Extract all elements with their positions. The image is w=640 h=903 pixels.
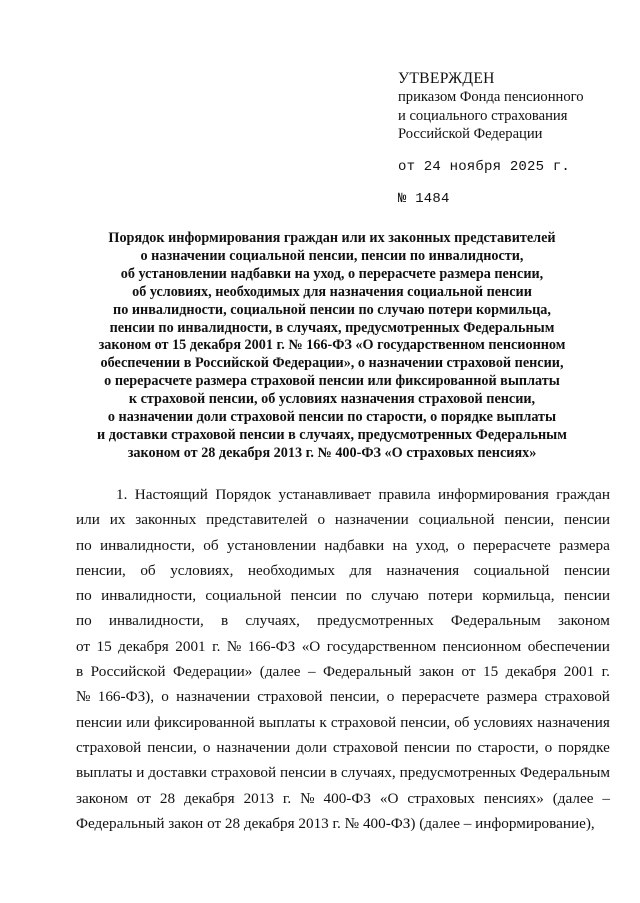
body-word: Федеральный bbox=[323, 663, 412, 681]
body-word: пенсии, bbox=[147, 738, 197, 756]
body-word: страховой bbox=[332, 738, 399, 756]
body-word: случаях, bbox=[341, 764, 396, 782]
title-line: к страховой пенсии, об условиях назначения страховой пенсии, bbox=[128, 391, 536, 408]
title-line: о перерасчете размера страховой пенсии или фиксированной выплаты bbox=[104, 373, 560, 390]
body-word: г. bbox=[601, 663, 610, 681]
body-word: условиях bbox=[473, 713, 534, 731]
body-line bbox=[76, 684, 610, 709]
body-word: социальной bbox=[473, 561, 550, 579]
body-word: размера bbox=[559, 536, 610, 554]
body-line bbox=[76, 583, 610, 608]
body-paragraph bbox=[76, 482, 610, 836]
body-word: назначении bbox=[216, 738, 291, 756]
title-line: и доставки страховой пенсии в случаях, предусмотренных Федеральным bbox=[97, 426, 567, 443]
body-word: перерасчете bbox=[401, 688, 480, 706]
approval-stamp-block bbox=[398, 70, 628, 208]
body-word: страховых bbox=[407, 789, 475, 807]
body-word: необходимых bbox=[247, 561, 335, 579]
body-word: кормильца, bbox=[482, 587, 555, 605]
body-word: Порядок bbox=[215, 486, 272, 503]
body-word: пенсии bbox=[563, 561, 610, 579]
body-word: об bbox=[454, 713, 470, 731]
body-word: 2013 bbox=[243, 789, 274, 807]
body-word: в bbox=[76, 663, 84, 681]
body-word: перерасчете bbox=[473, 536, 551, 554]
body-line bbox=[76, 786, 610, 811]
body-word: назначении bbox=[334, 511, 409, 529]
body-word: и bbox=[136, 764, 145, 782]
body-word: 15 bbox=[483, 663, 499, 681]
body-word: «О bbox=[301, 637, 321, 655]
body-word: пенсии bbox=[280, 764, 327, 782]
body-word: законных bbox=[135, 511, 197, 529]
body-word: 15 bbox=[96, 637, 112, 655]
body-word: для bbox=[349, 561, 372, 579]
body-word: Российской bbox=[90, 663, 166, 681]
body-line: Федеральный закон от 28 декабря 2013 г. № 400-ФЗ) (далее – информирование), bbox=[76, 814, 595, 832]
body-word: № bbox=[300, 789, 315, 807]
body-word: пенсии bbox=[563, 511, 610, 529]
title-line: законом от 28 декабря 2013 г. № 400-ФЗ «О страховых пенсиях» bbox=[127, 444, 537, 461]
body-word: размера bbox=[486, 688, 538, 706]
body-word: законом bbox=[76, 789, 128, 807]
body-word: инвалидности, bbox=[108, 612, 204, 630]
body-word: о bbox=[386, 688, 395, 706]
document-title bbox=[72, 230, 592, 463]
body-word: пенсии, bbox=[329, 688, 380, 706]
body-line bbox=[76, 507, 610, 532]
approval-line: приказом Фонда пенсионного bbox=[398, 89, 584, 106]
body-word: фиксированной bbox=[154, 713, 255, 731]
body-line bbox=[76, 533, 610, 558]
body-word: уход, bbox=[415, 536, 449, 554]
body-word: назначении bbox=[176, 688, 250, 706]
body-word: об bbox=[140, 561, 156, 579]
order-number: № 1484 bbox=[398, 190, 450, 207]
body-line bbox=[76, 558, 610, 583]
body-word: назначения bbox=[386, 561, 460, 579]
body-word: (далее bbox=[552, 789, 594, 807]
title-line: законом от 15 декабря 2001 г. № 166-ФЗ «О государственном пенсионном bbox=[98, 337, 566, 354]
body-word: выплаты bbox=[76, 764, 133, 782]
body-word: доставки bbox=[148, 764, 207, 782]
body-word: о bbox=[161, 688, 169, 706]
body-word: выплаты bbox=[258, 713, 316, 731]
body-word: 166-ФЗ), bbox=[97, 688, 155, 706]
body-word: о bbox=[202, 738, 211, 756]
body-word: случаях, bbox=[245, 612, 300, 630]
body-word: пенсии, bbox=[76, 561, 126, 579]
body-word: пенсии bbox=[404, 738, 451, 756]
body-word: по bbox=[455, 738, 472, 756]
body-word: законом bbox=[557, 612, 610, 630]
body-word: обеспечении bbox=[527, 637, 610, 655]
body-word: Федеральным bbox=[520, 764, 610, 782]
body-line bbox=[76, 608, 610, 633]
title-line: о назначении доли страховой пенсии по старости, о порядке выплаты bbox=[107, 409, 557, 426]
body-word: о bbox=[317, 511, 326, 529]
title-line: по инвалидности, социальной пенсии по случаю потери кормильца, bbox=[113, 301, 551, 318]
body-word: инвалидности, bbox=[100, 536, 195, 554]
body-word: № bbox=[76, 688, 91, 706]
body-word: 2001 bbox=[563, 663, 595, 681]
body-word: устанавливает bbox=[278, 486, 372, 503]
body-word: закон bbox=[418, 663, 455, 681]
body-word: по bbox=[346, 587, 362, 605]
body-word: по bbox=[76, 536, 92, 554]
body-word: государственном bbox=[326, 637, 437, 655]
title-line: обеспечении в Российской Федерации», о назначении страховой пенсии, bbox=[100, 355, 564, 372]
body-word: или bbox=[126, 713, 150, 731]
body-line bbox=[76, 760, 610, 785]
body-word: социальной bbox=[418, 511, 495, 529]
body-word: в bbox=[329, 764, 338, 782]
body-word: страховой bbox=[210, 764, 277, 782]
body-word: предусмотренных bbox=[317, 612, 434, 630]
body-word: пенсии, bbox=[400, 713, 451, 731]
body-word: г. bbox=[282, 789, 292, 807]
body-word: надбавки bbox=[324, 536, 385, 554]
body-word: – bbox=[602, 789, 610, 807]
body-word: 1. bbox=[116, 486, 128, 503]
body-word: от bbox=[76, 637, 91, 655]
title-line: пенсии по инвалидности, в случаях, предусмотренных Федеральным bbox=[109, 319, 555, 336]
body-word: граждан bbox=[556, 486, 610, 503]
body-word: условиях, bbox=[170, 561, 234, 579]
body-word: потери bbox=[428, 587, 473, 605]
body-word: (далее bbox=[259, 663, 301, 681]
body-word: 400-ФЗ bbox=[323, 789, 371, 807]
body-word: страховой bbox=[544, 688, 610, 706]
body-word: пенсионном bbox=[442, 637, 522, 655]
body-word: их bbox=[109, 511, 126, 529]
body-word: 28 bbox=[159, 789, 176, 807]
body-word: Настоящий bbox=[134, 486, 208, 503]
body-word: старости, bbox=[477, 738, 539, 756]
body-line bbox=[76, 634, 610, 659]
body-word: 166-ФЗ bbox=[247, 637, 296, 655]
body-word: декабря bbox=[118, 637, 169, 655]
body-word: – bbox=[307, 663, 316, 681]
body-word: в bbox=[220, 612, 229, 630]
body-word: пенсии bbox=[563, 587, 610, 605]
body-word: представителей bbox=[206, 511, 308, 529]
title-line: о назначении социальной пенсии, пенсии по инвалидности, bbox=[140, 247, 524, 264]
body-word: об bbox=[203, 536, 219, 554]
body-word: декабря bbox=[183, 789, 235, 807]
approval-line: и социального страхования bbox=[398, 107, 568, 124]
body-word: о bbox=[457, 536, 465, 554]
body-word: по bbox=[76, 612, 92, 630]
approval-line: Российской Федерации bbox=[398, 126, 543, 143]
approval-heading: УТВЕРЖДЕН bbox=[398, 70, 495, 87]
body-word: от bbox=[461, 663, 476, 681]
body-word: 2001 bbox=[175, 637, 206, 655]
body-word: или bbox=[76, 511, 100, 529]
body-word: Федерации» bbox=[172, 663, 253, 681]
body-word: на bbox=[392, 536, 408, 554]
body-word: Федеральным bbox=[450, 612, 541, 630]
body-word: информирования bbox=[437, 486, 549, 503]
body-line bbox=[76, 659, 610, 684]
body-line bbox=[76, 735, 610, 760]
body-word: пенсии bbox=[290, 587, 337, 605]
body-word: о bbox=[544, 738, 553, 756]
body-word: по bbox=[76, 587, 92, 605]
body-word: предусмотренных bbox=[399, 764, 517, 782]
body-word: правила bbox=[378, 486, 431, 503]
body-word: доли bbox=[296, 738, 327, 756]
body-word: декабря bbox=[505, 663, 557, 681]
body-word: пенсии bbox=[76, 713, 122, 731]
body-word: «О bbox=[379, 789, 399, 807]
body-word: страховой bbox=[330, 713, 397, 731]
body-word: страховой bbox=[257, 688, 323, 706]
body-word: страховой bbox=[76, 738, 142, 756]
body-word: инвалидности, bbox=[101, 587, 197, 605]
body-word: порядке bbox=[558, 738, 610, 756]
body-word: назначения bbox=[537, 713, 610, 731]
title-line: об условиях, необходимых для назначения социальной пенсии bbox=[132, 283, 532, 300]
body-line bbox=[76, 710, 610, 735]
body-line bbox=[76, 482, 610, 507]
title-line: об установлении надбавки на уход, о перерасчете размера пенсии, bbox=[120, 265, 544, 282]
order-date: от 24 ноября 2025 г. bbox=[398, 158, 571, 175]
body-word: установлении bbox=[226, 536, 317, 554]
body-word: пенсии, bbox=[504, 511, 555, 529]
body-word: № bbox=[226, 637, 242, 655]
title-line: Порядок информирования граждан или их законных представителей bbox=[108, 230, 556, 246]
body-word: г. bbox=[212, 637, 221, 655]
body-word: пенсиях» bbox=[483, 789, 544, 807]
body-word: социальной bbox=[205, 587, 282, 605]
body-word: от bbox=[136, 789, 151, 807]
body-word: к bbox=[319, 713, 327, 731]
body-word: случаю bbox=[371, 587, 419, 605]
